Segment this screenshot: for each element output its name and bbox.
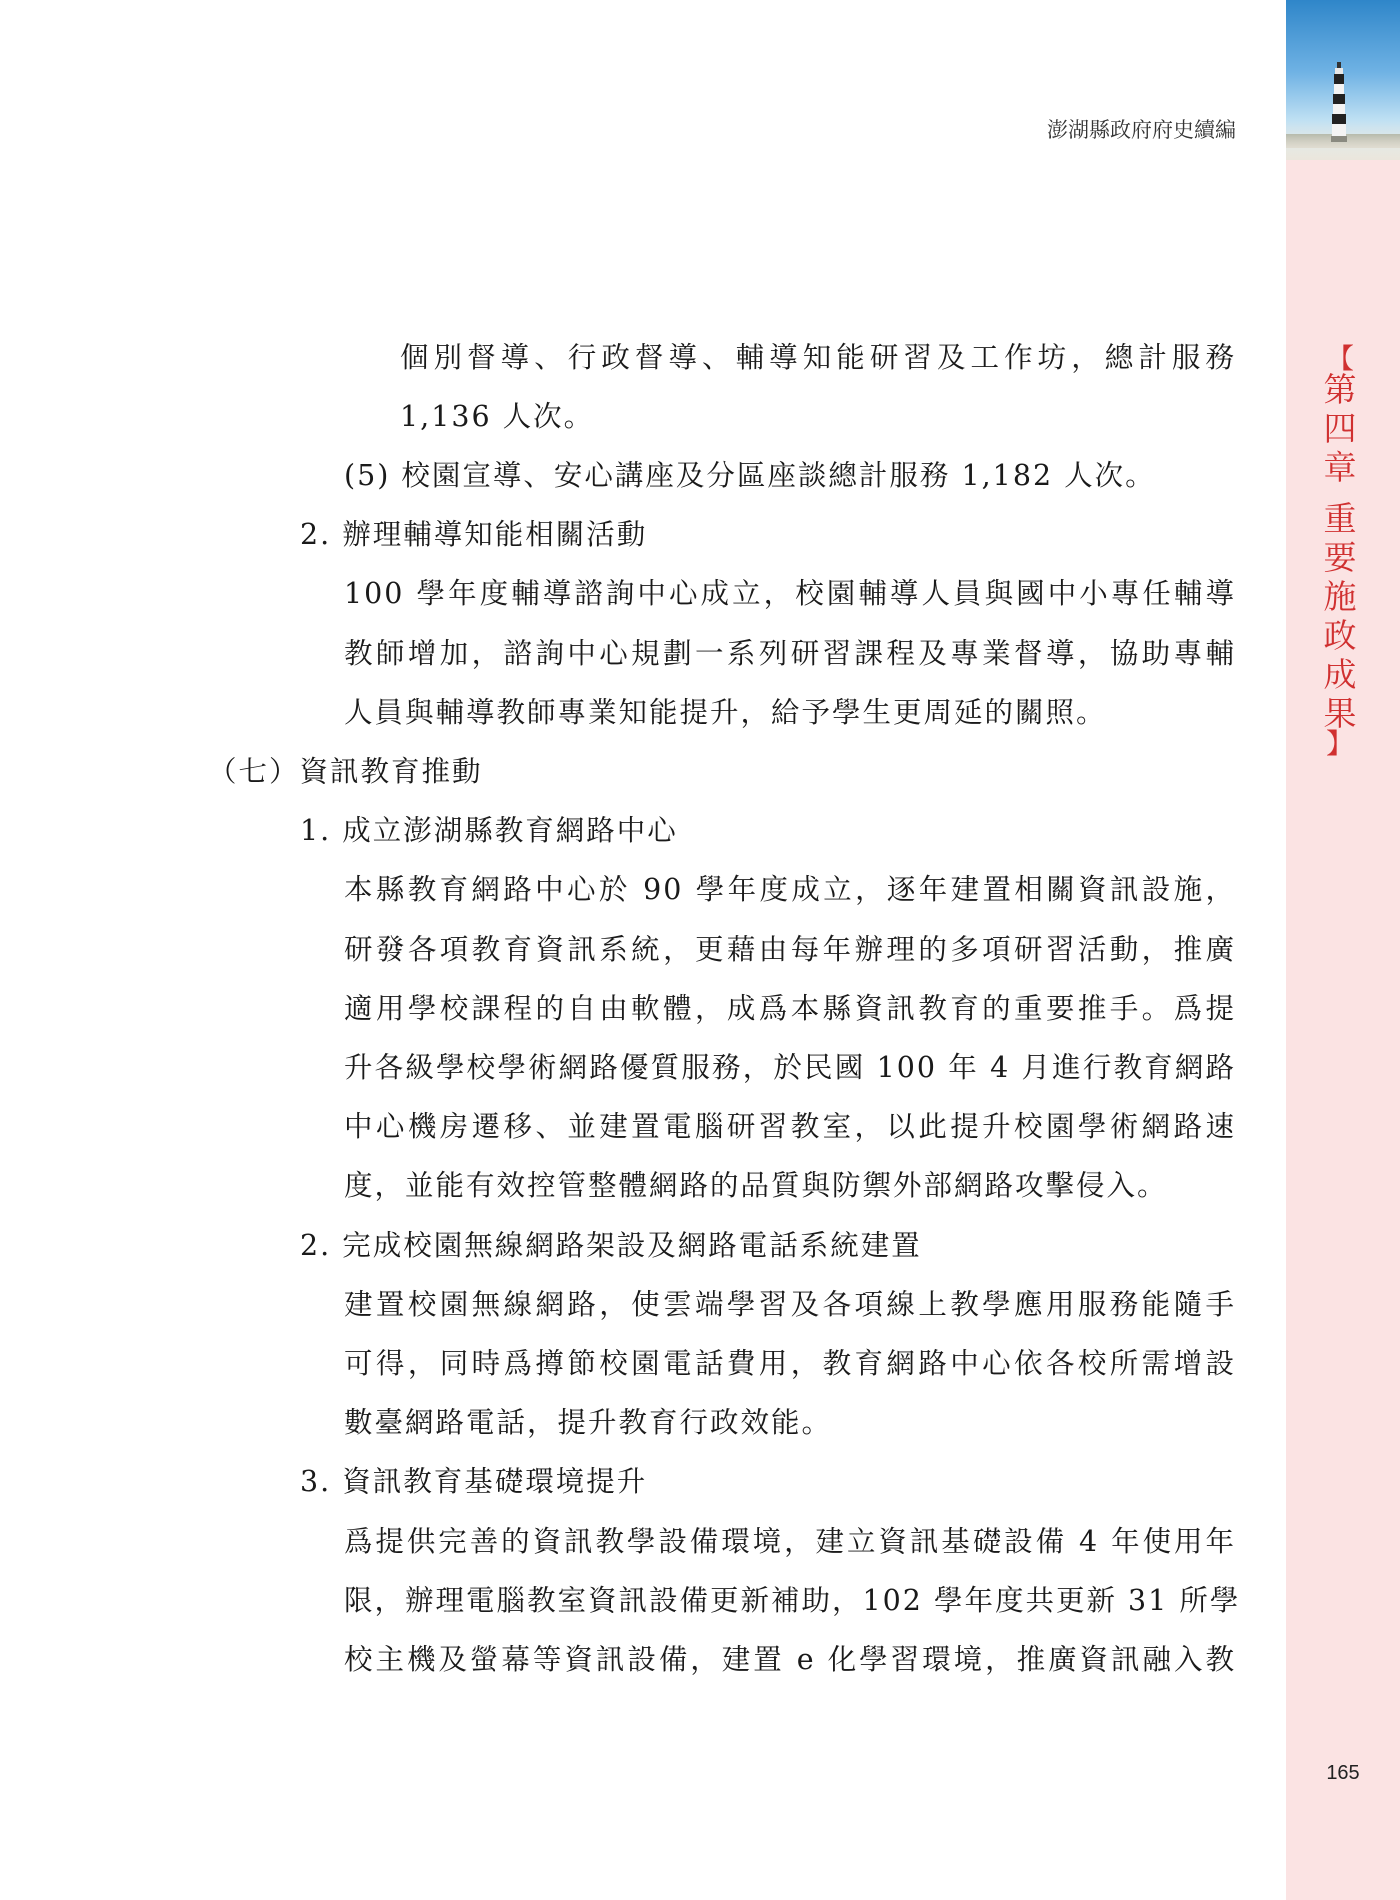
- body-line: 中心機房遷移、並建置電腦研習教室，以此提升校園學術網路速: [344, 1110, 1236, 1143]
- body-line: 建置校園無線網路，使雲端學習及各項線上教學應用服務能隨手: [344, 1288, 1236, 1321]
- page-number: 165: [1326, 1762, 1360, 1784]
- body-line: 個別督導、行政督導、輔導知能研習及工作坊，總計服務: [400, 341, 1236, 374]
- body-line: 可得，同時爲撙節校園電話費用，教育網路中心依各校所需增設: [344, 1347, 1236, 1380]
- body-line: 校主機及螢幕等資訊設備，建置 e 化學習環境，推廣資訊融入教: [344, 1643, 1236, 1676]
- section-char: 成: [1323, 655, 1357, 694]
- section-char: 果: [1323, 694, 1357, 733]
- sub-heading: 2. 完成校園無線網路架設及網路電話系統建置: [300, 1229, 922, 1262]
- lighthouse-photo: [1286, 0, 1400, 160]
- body-line: 100 學年度輔導諮詢中心成立，校園輔導人員與國中小專任輔導: [344, 577, 1236, 610]
- body-line: 數臺網路電話，提升教育行政效能。: [344, 1406, 833, 1439]
- body-line: 人員與輔導教師專業知能提升，給予學生更周延的關照。: [344, 696, 1107, 729]
- body-line: 升各級學校學術網路優質服務，於民國 100 年 4 月進行教育網路: [344, 1051, 1236, 1084]
- chapter-gap: [1310, 487, 1370, 499]
- chapter-char: 四: [1323, 409, 1357, 448]
- section-heading: （七）資訊教育推動: [208, 755, 483, 788]
- lighthouse-icon: [1331, 62, 1347, 142]
- body-line: 適用學校課程的自由軟體，成爲本縣資訊教育的重要推手。爲提: [344, 992, 1236, 1025]
- body-line: 度，並能有效控管整體網路的品質與防禦外部網路攻擊侵入。: [344, 1169, 1168, 1202]
- body-line: (5) 校園宣導、安心講座及分區座談總計服務 1,182 人次。: [344, 459, 1156, 492]
- body-line: 本縣教育網路中心於 90 學年度成立，逐年建置相關資訊設施，: [344, 873, 1236, 906]
- chapter-bracket-close: 】: [1325, 727, 1354, 760]
- section-char: 政: [1323, 616, 1357, 655]
- section-char: 要: [1323, 538, 1357, 577]
- body-line: 研發各項教育資訊系統，更藉由每年辦理的多項研習活動，推廣: [344, 933, 1236, 966]
- sub-heading: 3. 資訊教育基礎環境提升: [300, 1465, 648, 1498]
- side-margin-band: [1286, 0, 1400, 1900]
- section-char: 重: [1323, 499, 1357, 538]
- chapter-bracket-open: 【: [1325, 342, 1354, 375]
- body-line: 1,136 人次。: [400, 400, 595, 433]
- body-line: 限，辦理電腦教室資訊設備更新補助，102 學年度共更新 31 所學: [344, 1584, 1241, 1617]
- chapter-char: 第: [1323, 370, 1357, 409]
- sub-heading: 1. 成立澎湖縣教育網路中心: [300, 814, 678, 847]
- body-line: 爲提供完善的資訊教學設備環境，建立資訊基礎設備 4 年使用年: [344, 1525, 1236, 1558]
- chapter-tab: [1310, 342, 1370, 760]
- section-char: 施: [1323, 577, 1357, 616]
- running-header-title: 澎湖縣政府府史續編: [1047, 118, 1236, 142]
- chapter-char: 章: [1323, 448, 1357, 487]
- sub-heading: 2. 辦理輔導知能相關活動: [300, 518, 648, 551]
- body-line: 教師增加，諮詢中心規劃一系列研習課程及專業督導，協助專輔: [344, 637, 1236, 670]
